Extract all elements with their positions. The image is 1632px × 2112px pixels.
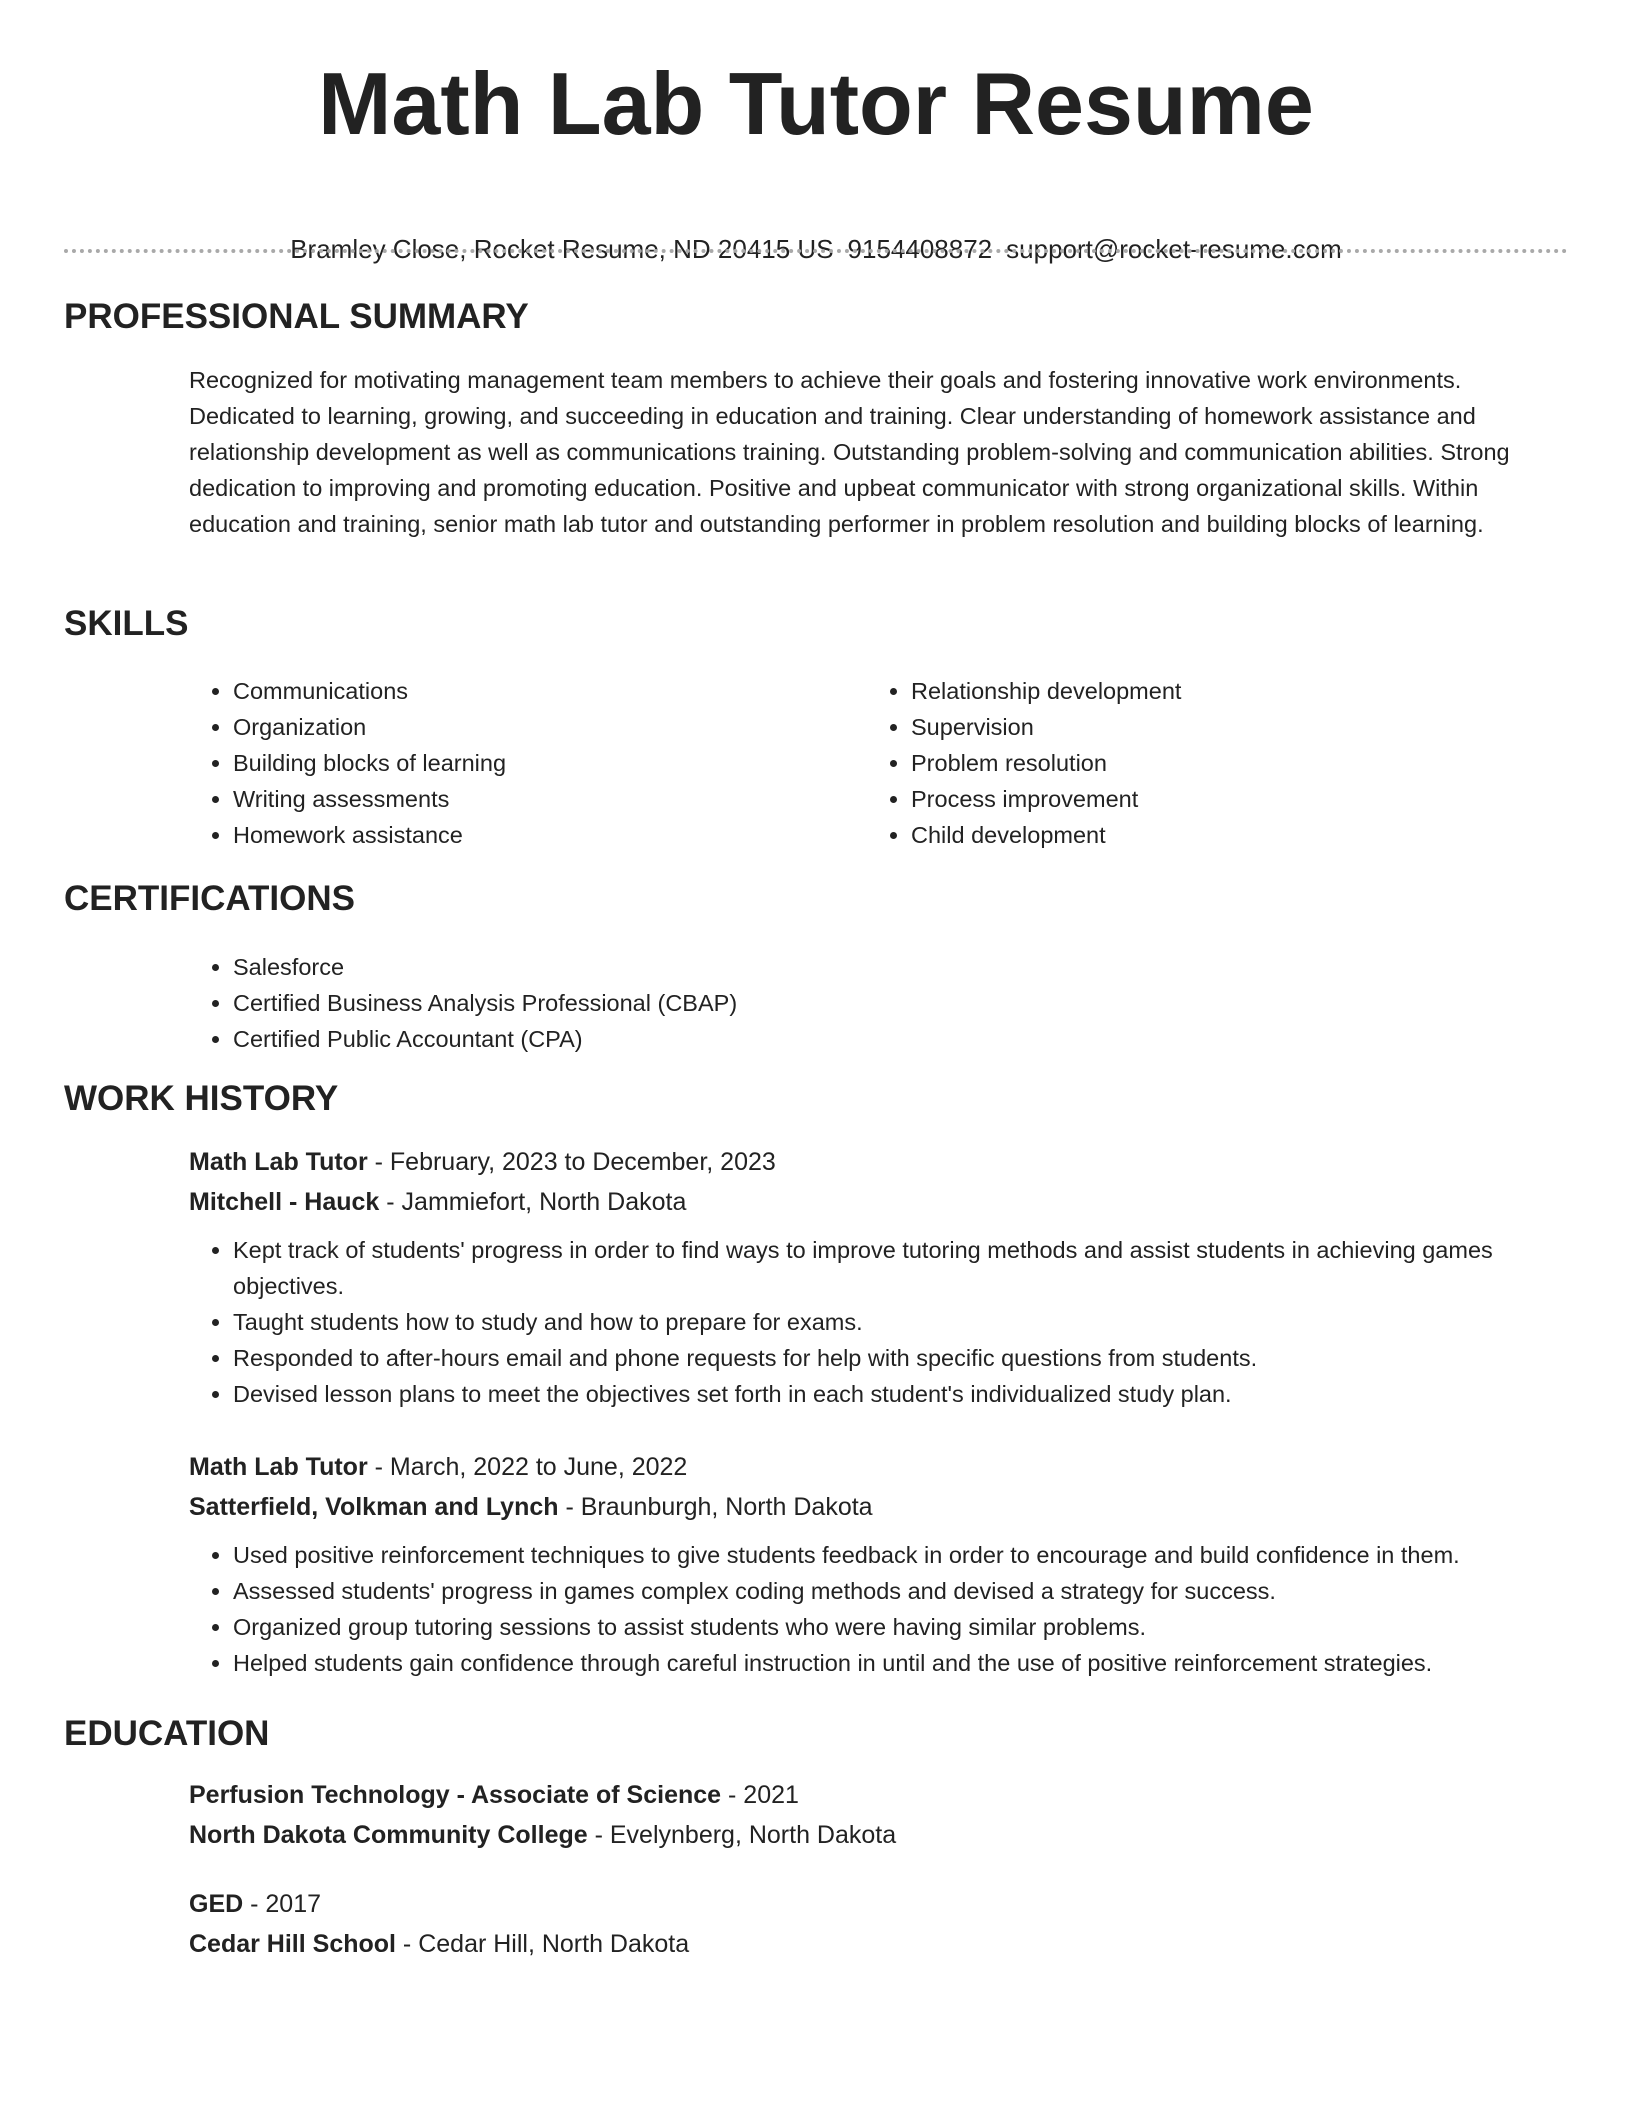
education-school-line: Cedar Hill School - Cedar Hill, North Dakota	[189, 1930, 690, 1958]
job-title-line: Math Lab Tutor - March, 2022 to June, 2022	[189, 1453, 688, 1481]
job-duty: • Used positive reinforcement techniques to give students feedback in order to encourage and build confidence in them.	[233, 1537, 1569, 1573]
contact-phone: 9154408872	[847, 234, 993, 264]
job-dates: March, 2022 to June, 2022	[389, 1453, 688, 1481]
job-role: Math Lab Tutor	[189, 1148, 368, 1176]
education-degree-line: GED - 2017	[189, 1890, 322, 1918]
education-heading: EDUCATION	[64, 1714, 270, 1753]
education-school: North Dakota Community College	[189, 1821, 588, 1849]
job-company: Mitchell - Hauck	[189, 1188, 380, 1216]
education-degree: Perfusion Technology - Associate of Science	[189, 1781, 722, 1809]
skills-heading: SKILLS	[64, 604, 189, 643]
job-duty: • Devised lesson plans to meet the objectives set forth in each student's individualized study plan.	[233, 1376, 1569, 1412]
job-duty: • Helped students gain confidence through careful instruction in until and the use of positive reinforcement strategies.	[233, 1645, 1569, 1681]
job-location: Jammiefort, North Dakota	[401, 1188, 687, 1216]
certification-item: • Certified Business Analysis Professional (CBAP)	[233, 985, 737, 1021]
summary-text: Recognized for motivating management team members to achieve their goals and fostering innovative work environments. Dedicated to learning, growing, and succeeding in education and training. Clear understanding of homework assistance and relationship development as well as communications training. Outstanding problem-solving and communication abilities. Strong dedication to improving and promoting education. Positive and upbeat communicator with strong organizational skills. Within education and training, senior math lab tutor and outstanding performer in problem resolution and building blocks of learning.	[189, 367, 1510, 537]
certification-item: • Salesforce	[233, 949, 737, 985]
job-company-line: Satterfield, Volkman and Lynch - Braunburgh, North Dakota	[189, 1493, 873, 1521]
skill-item: • Writing assessments	[233, 781, 506, 817]
job-duty: • Responded to after-hours email and phone requests for help with specific questions from students.	[233, 1340, 1569, 1376]
skills-column-left	[189, 673, 506, 853]
education-entry	[189, 1884, 1569, 1964]
job-duty: • Kept track of students' progress in order to find ways to improve tutoring methods and assist students in achieving games objectives.	[233, 1232, 1569, 1304]
certifications-heading: CERTIFICATIONS	[64, 879, 356, 918]
education-year: 2021	[743, 1781, 799, 1809]
job-duty: • Assessed students' progress in games complex coding methods and devised a strategy for success.	[233, 1573, 1569, 1609]
contact-address: Bramley Close, Rocket Resume, ND 20415 US	[290, 234, 834, 264]
job-duty: • Organized group tutoring sessions to assist students who were having similar problems.	[233, 1609, 1569, 1645]
education-year: 2017	[265, 1890, 322, 1918]
job-duties-list	[189, 1232, 1569, 1412]
education-location: Evelynberg, North Dakota	[609, 1821, 897, 1849]
skill-item: • Supervision	[911, 709, 1181, 745]
certifications-list	[189, 949, 737, 1057]
job-dates: February, 2023 to December, 2023	[389, 1148, 776, 1176]
skill-item: • Process improvement	[911, 781, 1181, 817]
certification-item: • Certified Public Accountant (CPA)	[233, 1021, 737, 1057]
resume-title: Math Lab Tutor Resume	[318, 54, 1314, 153]
skills-list	[189, 673, 1569, 858]
header-divider	[64, 249, 1568, 253]
education-school: Cedar Hill School	[189, 1930, 396, 1958]
contact-email: support@rocket-resume.com	[1006, 234, 1342, 264]
skills-column-right	[867, 673, 1181, 853]
skill-item: • Organization	[233, 709, 506, 745]
education-school-line: North Dakota Community College - Evelynberg, North Dakota	[189, 1821, 897, 1849]
education-degree: GED	[189, 1890, 244, 1918]
job-entry	[189, 1142, 1569, 1412]
job-company-line: Mitchell - Hauck - Jammiefort, North Dakota	[189, 1188, 687, 1216]
job-duty: • Taught students how to study and how to prepare for exams.	[233, 1304, 1569, 1340]
summary-heading: PROFESSIONAL SUMMARY	[64, 297, 529, 336]
job-company: Satterfield, Volkman and Lynch	[189, 1493, 559, 1521]
skill-item: • Child development	[911, 817, 1181, 853]
job-duties-list	[189, 1537, 1569, 1681]
job-role: Math Lab Tutor	[189, 1453, 368, 1481]
job-title-line: Math Lab Tutor - February, 2023 to December, 2023	[189, 1148, 776, 1176]
skill-item: • Homework assistance	[233, 817, 506, 853]
job-entry	[189, 1447, 1569, 1681]
education-degree-line: Perfusion Technology - Associate of Science - 2021	[189, 1781, 799, 1809]
work-history-heading: WORK HISTORY	[64, 1079, 339, 1118]
skill-item: • Building blocks of learning	[233, 745, 506, 781]
education-location: Cedar Hill, North Dakota	[418, 1930, 690, 1958]
skill-item: • Relationship development	[911, 673, 1181, 709]
skill-item: • Communications	[233, 673, 506, 709]
education-entry	[189, 1775, 1569, 1855]
job-location: Braunburgh, North Dakota	[580, 1493, 873, 1521]
skill-item: • Problem resolution	[911, 745, 1181, 781]
